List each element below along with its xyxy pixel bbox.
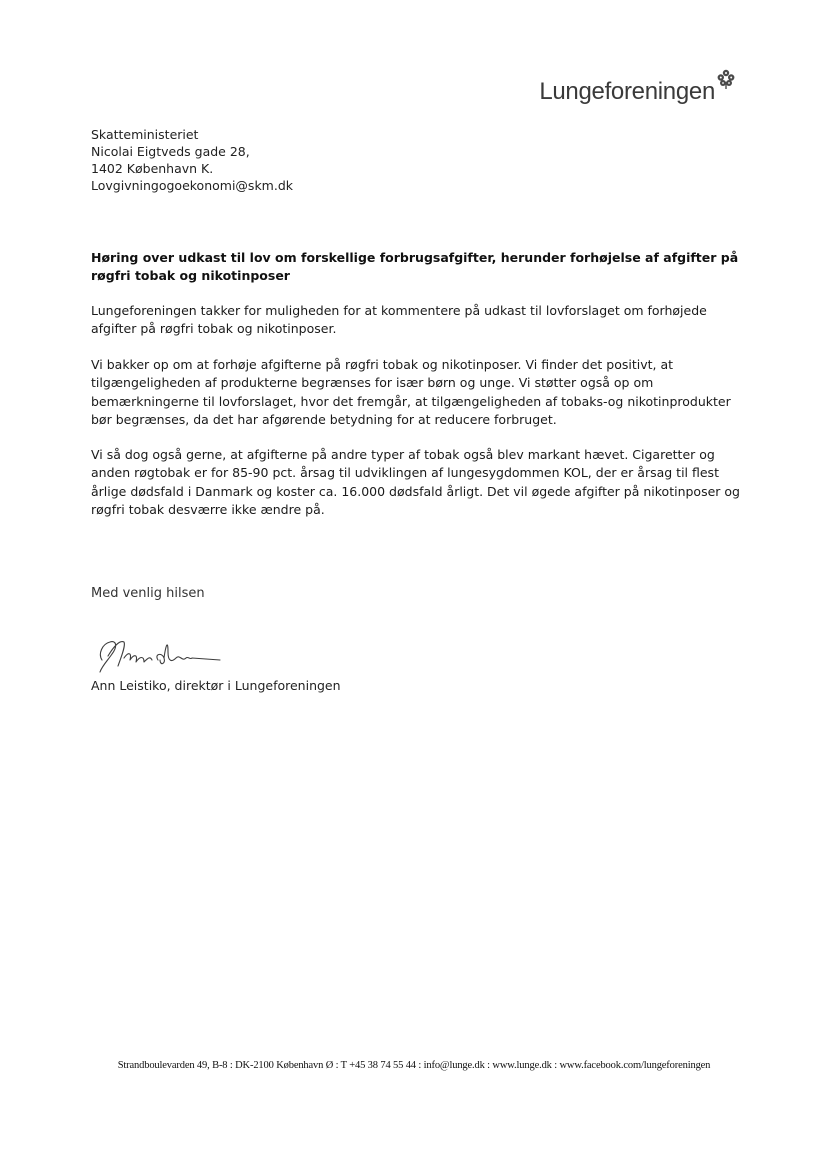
handwritten-signature [88,632,228,676]
recipient-address [91,126,293,194]
recipient-name: Skatteministeriet [91,127,199,142]
letter-subject: Høring over udkast til lov om forskellige forbrugsafgifter, herunder forhøjelse af afgifter på røgfri tobak og nikotinposer [91,250,739,283]
clover-flower-icon [716,68,736,90]
recipient-city: 1402 København K. [91,161,214,176]
organization-logo [539,66,736,118]
recipient-street: Nicolai Eigtveds gade 28, [91,144,250,159]
body-paragraph: Vi bakker op om at forhøje afgifterne på røgfri tobak og nikotinposer. Vi finder det positivt, at tilgængeligheden af produkterne begrænses for især børn og unge. Vi støtter også op om bemærkningerne til lovforslaget, hvor det fremgår, at tilgængeligheden af tobaks-og nikotinprodukter bør begrænses, da det har afgørende betydning for at reducere forbruget. [91,357,731,427]
body-paragraph: Vi så dog også gerne, at afgifterne på andre typer af tobak også blev markant hævet. Cigaretter og anden røgtobak er for 85-90 pct. årsag til udviklingen af lungesygdommen KOL, der er årsag til flest årlige dødsfald i Danmark og koster ca. 16.000 dødsfald årligt. Det vil øgede afgifter på nikotinposer og røgfri tobak desværre ikke ændre på. [91,447,740,517]
signer-name: Ann Leistiko, direktør i Lungeforeningen [91,678,341,693]
recipient-email: Lovgivningogoekonomi@skm.dk [91,178,294,193]
body-paragraph: Lungeforeningen takker for muligheden for at kommentere på udkast til lovforslaget om forhøjede afgifter på røgfri tobak og nikotinposer. [91,303,707,337]
closing-salutation: Med venlig hilsen [91,586,205,601]
letterhead-footer: Strandboulevarden 49, B-8 : DK-2100 København Ø : T +45 38 74 55 44 : info@lunge.dk : www.lunge.dk : www.facebook.com/lungeforeningen [117,1060,711,1071]
logo-text: Lungeforeningen [539,78,715,105]
